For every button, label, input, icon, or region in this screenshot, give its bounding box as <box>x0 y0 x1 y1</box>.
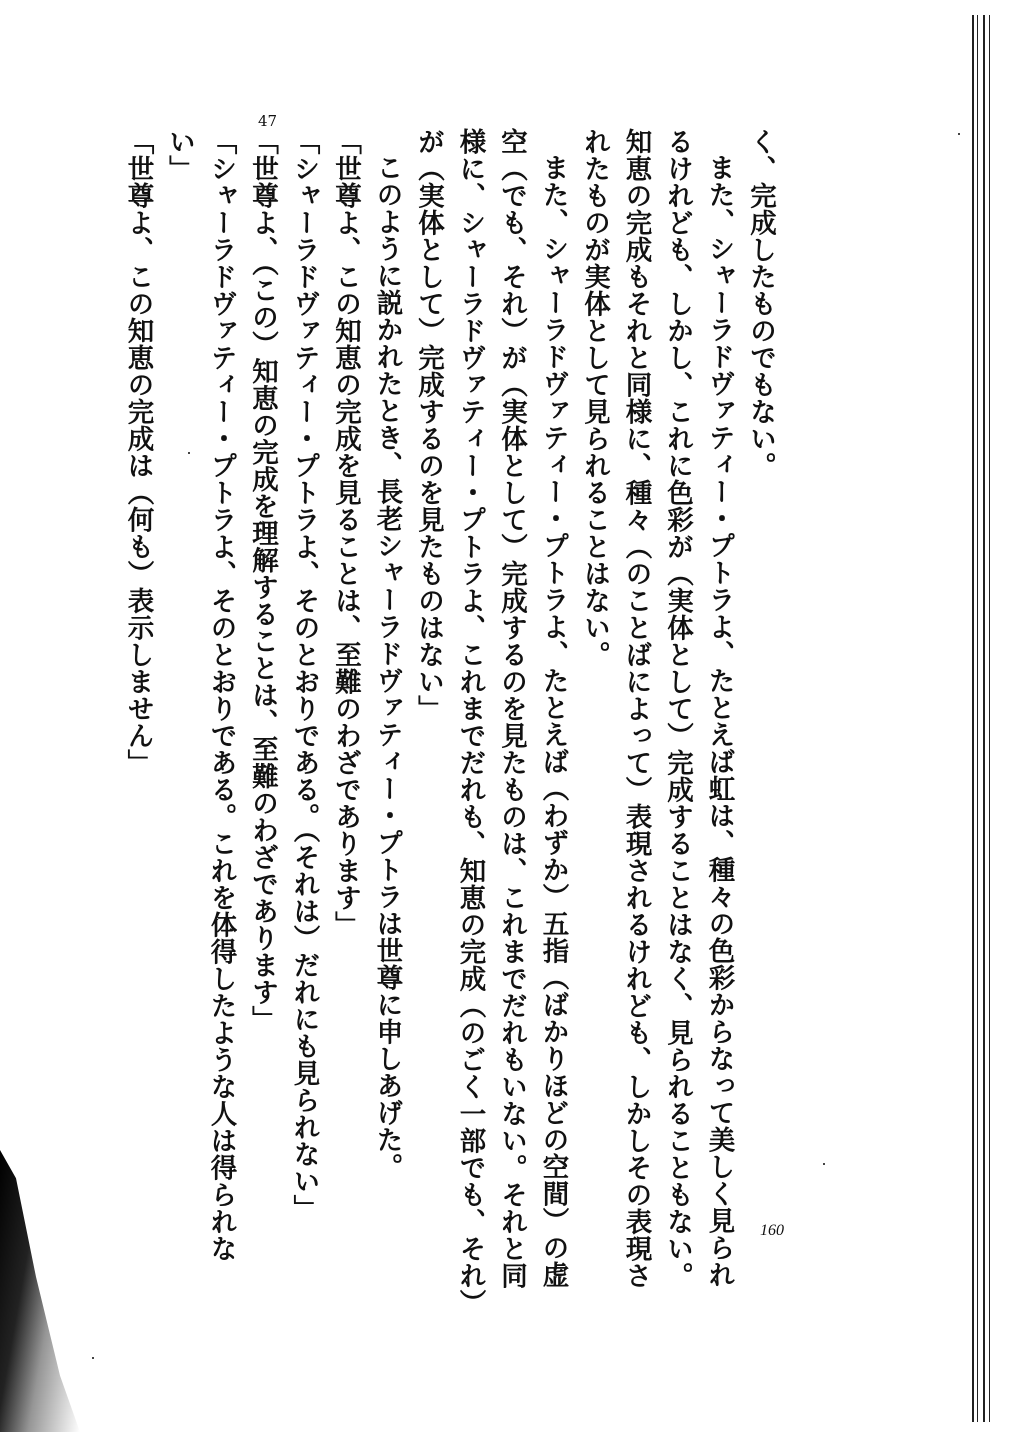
page-number: 160 <box>760 1222 784 1239</box>
scan-speck <box>823 1163 825 1165</box>
text-line: また、シャーラドヴァティー・プトラよ、たとえば虹は、種々の色彩からなって美しく見られ <box>703 154 735 1288</box>
binding-line <box>989 15 990 1422</box>
text-line: い」 <box>164 128 195 182</box>
binding-line <box>983 15 985 1422</box>
text-line: 「世尊よ、この知恵の完成を見ることは、至難のわざであります」 <box>330 128 361 938</box>
text-line: が（実体として）完成するのを見たものはない」 <box>413 128 444 722</box>
text-line: 「世尊よ、（この）知恵の完成を理解することは、至難のわざであります」 <box>247 128 278 1033</box>
scan-speck <box>958 133 960 135</box>
text-line: 様に、シャーラドヴァティー・プトラよ、これまでだれも、知恵の完成（のごく一部でも、それ） <box>454 128 486 1316</box>
scan-speck <box>92 1357 94 1359</box>
text-line: 空（でも、それ）が（実体として）完成するのを見たものは、これまでだれもいない。それと同 <box>496 128 527 1289</box>
text-line: れたものが実体として見られることはない。 <box>579 128 610 668</box>
text-line: また、シャーラドヴァティー・プトラよ、たとえば（わずか）五指（ばかりほどの空間）の虚 <box>537 154 569 1288</box>
binding-line <box>977 15 978 1422</box>
text-line: るけれども、しかし、これに色彩が（実体として）完成することはなく、見られることもない。 <box>662 128 693 1289</box>
binding-line <box>972 15 974 1422</box>
text-line: 「世尊よ、この知恵の完成は（何も）表示しません」 <box>122 128 154 776</box>
text-line: 「シャーラドヴァティー・プトラよ、そのとおりである。（それは）だれにも見られない」 <box>288 128 320 1222</box>
text-line: このように説かれたとき、長老シャーラドヴァティー・プトラは世尊に申しあげた。 <box>371 154 403 1180</box>
section-number: 47 <box>258 112 278 130</box>
text-line: 知恵の完成もそれと同様に、種々（のことばによって）表現されるけれども、しかしその表現さ <box>620 128 652 1289</box>
text-line: く、完成したものでもない。 <box>745 128 776 479</box>
scan-shadow <box>0 1150 80 1432</box>
text-line: 「シャーラドヴァティー・プトラよ、そのとおりである。これを体得したような人は得られな <box>205 128 237 1262</box>
